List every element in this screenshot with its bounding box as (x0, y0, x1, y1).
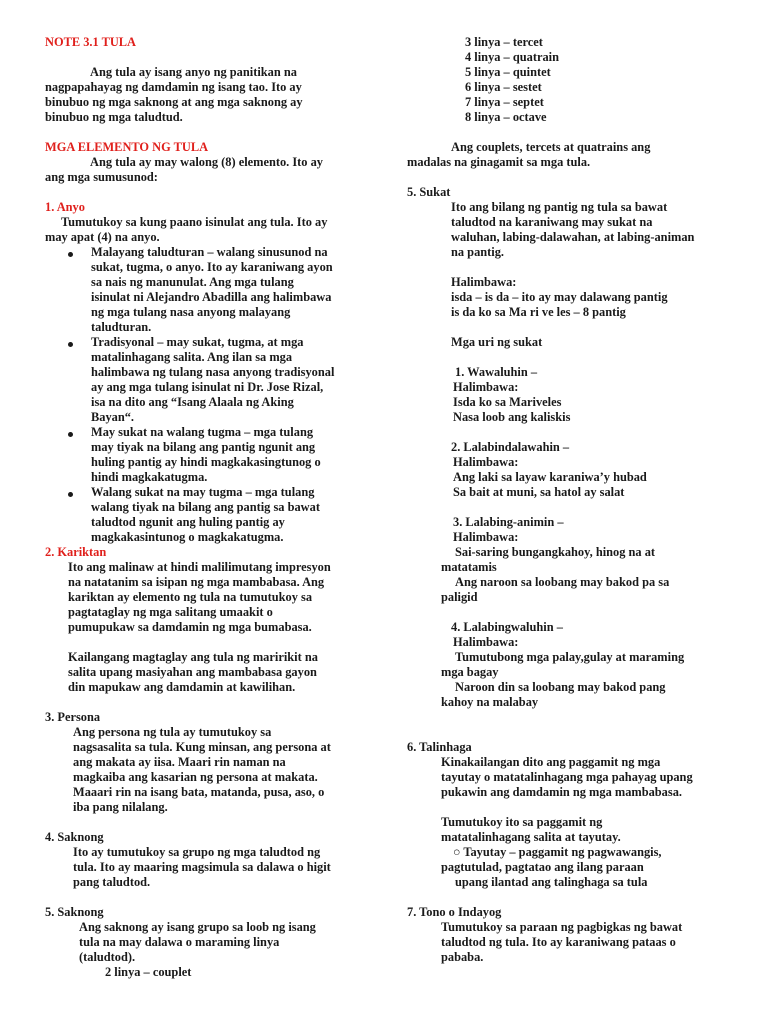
linya-item: 3 linya – tercet (465, 35, 543, 49)
linya-item: 4 linya – quatrain (465, 50, 559, 64)
saknong-line: tula na may dalawa o maraming linya (79, 935, 280, 949)
bullet-dot (68, 432, 73, 437)
kariktan-line: din mapukaw ang damdamin at kawilihan. (68, 680, 296, 694)
kariktan-line: na natatanim sa isipan ng mga mambabasa. Ang (68, 575, 325, 589)
example-line: kahoy na malabay (441, 695, 539, 709)
section-heading-persona: 3. Persona (45, 710, 101, 724)
bullet-dot (68, 492, 73, 497)
bullet-line: isinulat ni Alejandro Abadilla ang halimbawa (91, 290, 332, 304)
bullet-line: ay ang mga tulang isinulat ni Dr. Jose Rizal, (91, 380, 324, 394)
saknong-line: Ito ay tumutukoy sa grupo ng mga taludtod ng (73, 845, 321, 859)
persona-line: iba pang nilalang. (73, 800, 168, 814)
example-line: Isda ko sa Mariveles (453, 395, 562, 409)
bullet-dot (68, 252, 73, 257)
bullet-line: ng mga tulang nasa anyong malayang (91, 305, 291, 319)
section-title: MGA ELEMENTO NG TULA (45, 140, 209, 154)
section-heading-kariktan: 2. Kariktan (45, 545, 107, 559)
common-line: Ang couplets, tercets at quatrains ang (451, 140, 651, 154)
intro-line: ang mga sumusunod: (45, 170, 158, 184)
section-heading-tono: 7. Tono o Indayog (407, 905, 502, 919)
kariktan-line: pumupukaw sa damdamin ng mga bumabasa. (68, 620, 312, 634)
example-label: Halimbawa: (453, 455, 519, 469)
bullet-line: taludtod ngunit ang huling pantig ay (91, 515, 285, 529)
anyo-intro-line: Tumutukoy sa kung paano isinulat ang tula. Ito ay (61, 215, 328, 229)
section-heading-saknong: 5. Saknong (45, 905, 104, 919)
linya-item: 7 linya – septet (465, 95, 544, 109)
bullet-line: Walang sukat na may tugma – mga tulang (91, 485, 315, 499)
circle-bullet-item: ○ Tayutay – paggamit ng pagwawangis, (453, 845, 662, 859)
bullet-line: Bayan“. (91, 410, 135, 424)
example-line: isda – is da – ito ay may dalawang pantig (451, 290, 668, 304)
talinhaga-line: tayutay o matatalinhagang mga pahayag upang (441, 770, 693, 784)
anyo-intro-line: may apat (4) na anyo. (45, 230, 160, 244)
bullet-line: walang tiyak na bilang ang pantig sa bawat (91, 500, 320, 514)
tono-line: Tumutukoy sa paraan ng pagbigkas ng bawat (441, 920, 683, 934)
section-heading-talinhaga: 6. Talinhaga (407, 740, 472, 754)
section-heading-sukat: 5. Sukat (407, 185, 451, 199)
linya-item: 5 linya – quintet (465, 65, 551, 79)
intro-line: nagpapahayag ng damdamin ng isang tao. Ito ay (45, 80, 302, 94)
intro-line: binubuo ng mga taludtud. (45, 110, 183, 124)
bullet-line: taludturan. (91, 320, 152, 334)
bullet-line: Tradisyonal – may sukat, tugma, at mga (91, 335, 304, 349)
example-line: Naroon din sa loobang may bakod pang (455, 680, 666, 694)
example-line: mga bagay (441, 665, 499, 679)
example-label: Halimbawa: (453, 380, 519, 394)
example-line: Ang laki sa layaw karaniwa’y hubad (453, 470, 647, 484)
example-line: matatamis (441, 560, 497, 574)
bullet-line: magkakasintunog o magkakatugma. (91, 530, 284, 544)
tono-line: taludtod ng tula. Ito ay karaniwang pataas o (441, 935, 676, 949)
persona-line: ang makata ay iisa. Maari rin naman na (73, 755, 286, 769)
linya-item: 2 linya – couplet (105, 965, 192, 979)
linya-item: 8 linya – octave (465, 110, 547, 124)
bullet-line: May sukat na walang tugma – mga tulang (91, 425, 314, 439)
sukat-type-title: 4. Lalabingwaluhin – (451, 620, 563, 634)
saknong-line: tula. Ito ay maaring magsimula sa dalawa o higit (73, 860, 331, 874)
saknong-line: pang taludtod. (73, 875, 151, 889)
talinhaga-line: matatalinhagang salita at tayutay. (441, 830, 621, 844)
talinhaga-line: pagtutulad, pagtatao ang ilang paraan (441, 860, 644, 874)
sukat-line: Ito ang bilang ng pantig ng tula sa bawat (451, 200, 668, 214)
common-line: madalas na ginagamit sa mga tula. (407, 155, 591, 169)
bullet-line: matalinhagang salita. Ang ilan sa mga (91, 350, 293, 364)
example-line: Sa bait at muni, sa hatol ay salat (453, 485, 625, 499)
sukat-type-title: 3. Lalabing-animin – (453, 515, 564, 529)
persona-line: Ang persona ng tula ay tumutukoy sa (73, 725, 272, 739)
bullet-line: Malayang taludturan – walang sinusunod na (91, 245, 328, 259)
bullet-line: huling pantig ay hindi magkakasingtunog o (91, 455, 321, 469)
intro-line: binubuo ng mga saknong at ang mga saknong ay (45, 95, 303, 109)
talinhaga-line: upang ilantad ang talinghaga sa tula (455, 875, 648, 889)
bullet-line: isa na dito ang “Isang Alaala ng Aking (91, 395, 294, 409)
persona-line: nagsasalita sa tula. Kung minsan, ang persona at (73, 740, 331, 754)
example-label: Halimbawa: (453, 635, 519, 649)
example-label: Halimbawa: (451, 275, 517, 289)
bullet-line: halimbawa ng tulang nasa anyong tradisyonal (91, 365, 335, 379)
bullet-dot (68, 342, 73, 347)
example-line: Ang naroon sa loobang may bakod pa sa (455, 575, 670, 589)
sukat-line: waluhan, labing-dalawahan, at labing-animan (451, 230, 695, 244)
persona-line: Maaari rin na isang bata, matanda, pusa, aso, o (73, 785, 325, 799)
talinhaga-line: Kinakailangan dito ang paggamit ng mga (441, 755, 661, 769)
bullet-line: may tiyak na bilang ang pantig ngunit ang (91, 440, 316, 454)
example-line: Sai-saring bungangkahoy, hinog na at (455, 545, 656, 559)
kariktan-line: Kailangang magtaglay ang tula ng maririkit na (68, 650, 318, 664)
section-heading-anyo: 1. Anyo (45, 200, 85, 214)
example-line: is da ko sa Ma ri ve les – 8 pantig (451, 305, 626, 319)
example-line: paligid (441, 590, 478, 604)
talinhaga-line: Tumutukoy ito sa paggamit ng (441, 815, 603, 829)
bullet-line: hindi magkakatugma. (91, 470, 208, 484)
linya-item: 6 linya – sestet (465, 80, 542, 94)
saknong-line: (taludtod). (79, 950, 136, 964)
talinhaga-line: pukawin ang damdamin ng mga mambabasa. (441, 785, 682, 799)
intro-line: Ang tula ay may walong (8) elemento. Ito ay (90, 155, 323, 169)
example-label: Halimbawa: (453, 530, 519, 544)
intro-line: Ang tula ay isang anyo ng panitikan na (90, 65, 297, 79)
sukat-line: taludtod na karaniwang may sukat na (451, 215, 653, 229)
note-title: NOTE 3.1 TULA (45, 35, 136, 49)
kariktan-line: salita upang masiyahan ang mambabasa gayon (68, 665, 317, 679)
types-title: Mga uri ng sukat (451, 335, 543, 349)
bullet-line: sa nais ng manunulat. Ang mga tulang (91, 275, 294, 289)
saknong-line: Ang saknong ay isang grupo sa loob ng isang (79, 920, 316, 934)
bullet-line: sukat, tugma, o anyo. Ito ay karaniwang ayon (91, 260, 333, 274)
sukat-line: na pantig. (451, 245, 505, 259)
kariktan-line: kariktan ay elemento ng tula na tumutukoy sa (68, 590, 313, 604)
kariktan-line: pagtataglay ng mga salitang umaakit o (68, 605, 273, 619)
sukat-type-title: 2. Lalabindalawahin – (451, 440, 570, 454)
kariktan-line: Ito ang malinaw at hindi malilimutang impresyon (68, 560, 331, 574)
persona-line: magkaiba ang kasarian ng persona at makata. (73, 770, 318, 784)
section-heading-saknong: 4. Saknong (45, 830, 104, 844)
example-line: Nasa loob ang kaliskis (453, 410, 571, 424)
sukat-type-title: 1. Wawaluhin – (455, 365, 538, 379)
example-line: Tumutubong mga palay,gulay at maraming (455, 650, 685, 664)
tono-line: pababa. (441, 950, 484, 964)
